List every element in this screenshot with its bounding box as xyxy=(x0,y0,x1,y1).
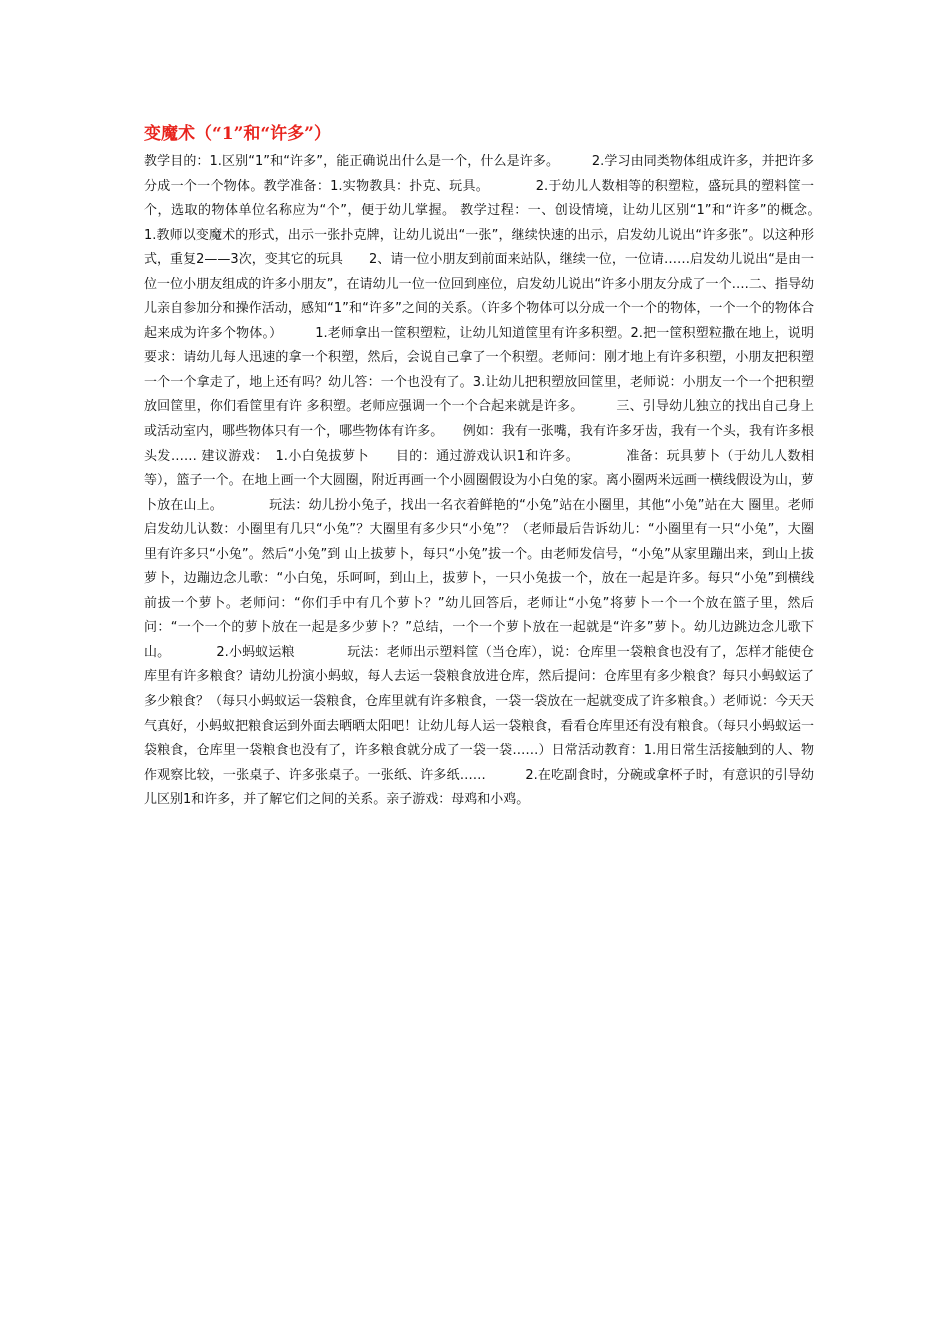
document-title: 变魔术（“1”和“许多”） xyxy=(144,124,331,144)
document-content xyxy=(144,122,854,813)
document-body: 教学目的：1.区别“1”和“许多”，能正确说出什么是一个，什么是许多。 2.学习由同类物体组成许多，并把许多分成一个一个物体。教学准备：1.实物教具：扑克、玩具。 2.于幼儿人数相等的积塑粒，盛玩具的塑料筐一个，选取的物体单位名称应为“个”，便于幼儿掌握。 教学过程：一、创设情境，让幼儿区别“1”和“许多”的概念。 1.教师以变魔术的形式，出示一张扑克牌，让幼儿说出“一张”，继续快速的出示，启发幼儿说出“许多张”。以这种形式，重复2——3次，变其它的玩具 2、请一位小朋友到前面来站队，继续一位，一位请……启发幼儿说出“是由一位一位小朋友组成的许多小朋友”，在请幼儿一位一位回到座位，启发幼儿说出“许多小朋友分成了一个….二、指导幼儿亲自参加分和操作活动，感知“1”和“许多”之间的关系。（许多个物体可以分成一个一个的物体，一个一个的物体合起来成为许多个物体。） 1.老师拿出一筐积塑粒，让幼儿知道筐里有许多积塑。2.把一筐积塑粒撒在地上，说明要求：请幼儿每人迅速的拿一个积塑，然后，会说自己拿了一个积塑。老师问：刚才地上有许多积塑，小朋友把积塑一个一个拿走了，地上还有吗？幼儿答：一个也没有了。3.让幼儿把积塑放回筐里，老师说：小朋友一个一个把积塑放回筐里，你们看筐里有许 多积塑。老师应强调一个一个合起来就是许多。 三、引导幼儿独立的找出自己身上或活动室内，哪些物体只有一个，哪些物体有许多。 例如：我有一张嘴，我有许多牙齿，我有一个头，我有许多根头发…… 建议游戏： 1.小白兔拔萝卜 目的：通过游戏认识1和许多。 准备：玩具萝卜（于幼儿人数相等），篮子一个。在地上画一个大圆圈，附近再画一个小圆圈假设为小白兔的家。离小圈两米远画一横线假设为山，萝卜放在山上。 玩法：幼儿扮小兔子，找出一名衣着鲜艳的“小兔”站在小圈里，其他“小兔”站在大 圈里。老师启发幼儿认数：小圈里有几只“小兔”？大圈里有多少只“小兔”？（老师最后告诉幼儿：“小圈里有一只“小兔”，大圈里有许多只“小兔”。然后“小兔”到 山上拔萝卜，每只“小兔”拔一个。由老师发信号，“小兔”从家里蹦出来，到山上拔萝卜，边蹦边念儿歌：“小白兔，乐呵呵，到山上，拔萝卜，一只小兔拔一个，放在一起是许多。每只“小兔”到横线前拔一个萝卜。老师问：“你们手中有几个萝卜？”幼儿回答后，老师让“小兔”将萝卜一个一个放在篮子里，然后问：“一个一个的萝卜放在一起是多少萝卜？”总结，一个一个萝卜放在一起就是“许多”萝卜。幼儿边跳边念儿歌下山。 2.小蚂蚁运粮 玩法：老师出示塑料筐（当仓库），说：仓库里一袋粮食也没有了，怎样才能使仓库里有许多粮食？请幼儿扮演小蚂蚁，每人去运一袋粮食放进仓库，然后提问：仓库里有多少粮食？每只小蚂蚁运了多少粮食？（每只小蚂蚁运一袋粮食，仓库里就有许多粮食，一袋一袋放在一起就变成了许多粮食。）老师说：今天天气真好，小蚂蚁把粮食运到外面去晒晒太阳吧！让幼儿每人运一袋粮食，看看仓库里还有没有粮食。（每只小蚂蚁运一袋粮食，仓库里一袋粮食也没有了，许多粮食就分成了一袋一袋……）日常活动教育：1.用日常生活接触到的人、物作观察比较，一张桌子、许多张桌子。一张纸、许多纸…… 2.在吃副食时，分碗或拿杯子时，有意识的引导幼儿区别1和许多，并了解它们之间的关系。亲子游戏：母鸡和小鸡。 xyxy=(144,154,854,808)
